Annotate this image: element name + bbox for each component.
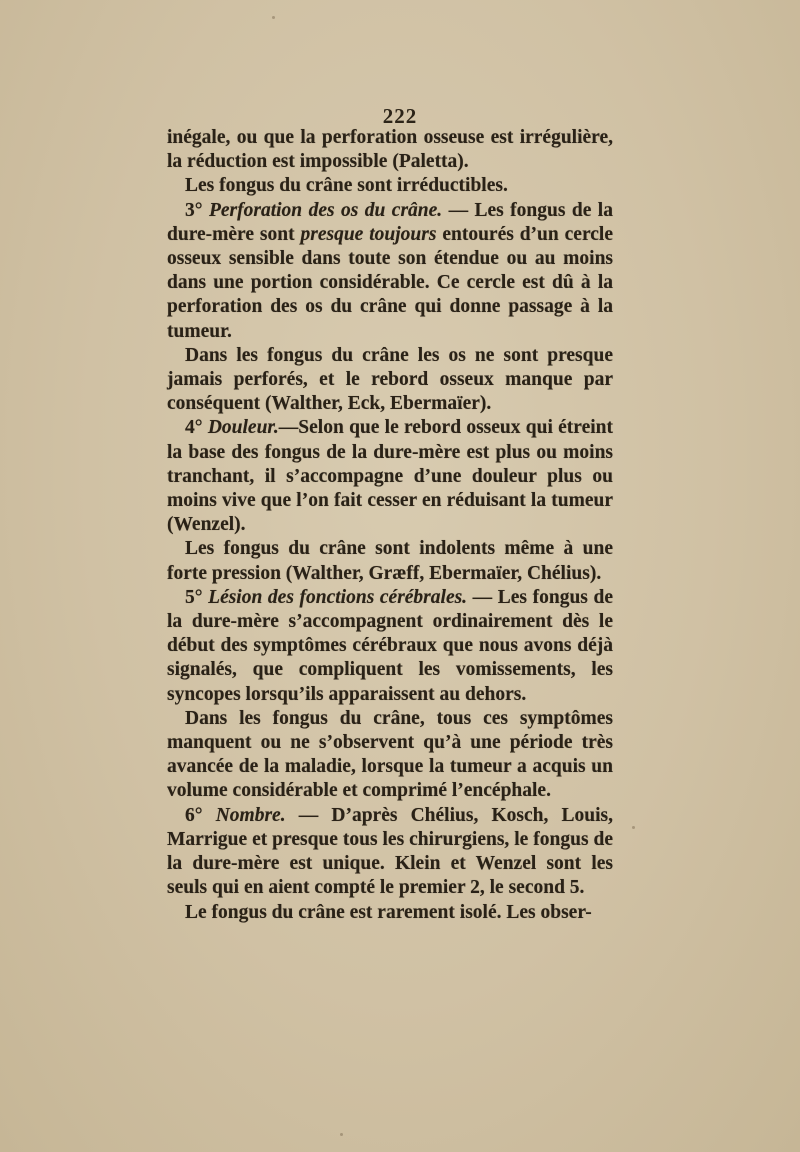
text-run: 6°: [185, 804, 216, 826]
ink-speck: [272, 16, 275, 19]
ink-speck: [632, 826, 635, 829]
page-number: 222: [382, 104, 418, 128]
paragraph: [167, 804, 613, 901]
text-run: —Selon que le rebord osseux qui étreint la base des fongus de la dure-mère est plus ou moins tranchant, il s’accompagne d’une douleur plus ou moins vive que l’on fait cesser en réduisant la tumeur (Wenzel).: [167, 417, 613, 536]
ink-speck: [340, 1133, 343, 1136]
text-run: — Les fongus de la dure-mère sont: [167, 199, 613, 245]
text-run: Dans les fongus du crâne, tous ces symptômes manquent ou ne s’observent qu’à une période très avancée de la maladie, lorsque la tumeur a acquis un volume considérable et comprimé l’encéphale.: [167, 707, 613, 802]
text-run: Le fongus du crâne est rarement isolé. Les obser-: [185, 901, 592, 923]
italic-heading: Lésion des fonctions cérébrales.: [208, 586, 468, 608]
italic-heading: presque toujours: [300, 223, 437, 245]
paragraph: [167, 174, 613, 198]
paragraph: [167, 344, 613, 417]
paragraph: [167, 199, 613, 344]
text-run: Dans les fongus du crâne les os ne sont presque jamais perforés, et le rebord osseux manque par conséquent (Walther, Eck, Ebermaïer).: [167, 344, 613, 415]
paragraph: [167, 416, 613, 537]
text-run: inégale, ou que la perforation osseuse est irrégulière, la réduction est impossible (Paletta).: [167, 127, 613, 173]
italic-heading: Nombre.: [215, 804, 286, 826]
paragraph: [167, 707, 613, 804]
paragraph: [167, 537, 613, 585]
text-run: entourés d’un cercle osseux sensible dans toute son étendue ou au moins dans une portion considérable. Ce cercle est dû à la perforation des os du crâne qui donne passage à la tumeur.: [167, 223, 613, 342]
text-run: 4°: [185, 417, 208, 439]
italic-heading: Douleur.: [207, 417, 279, 439]
text-run: — Les fongus de la dure-mère s’accompagnent ordinairement dès le début des symptômes cérébraux que nous avons déjà signalés, que compliquent les vomissements, les syncopes lorsqu’ils apparaissent au dehors.: [167, 586, 613, 705]
paragraph: [167, 901, 613, 925]
body-text: [167, 126, 613, 925]
paragraph: [167, 126, 613, 174]
italic-heading: Perforation des os du crâne.: [208, 199, 443, 221]
text-run: 3°: [185, 199, 209, 221]
text-run: 5°: [185, 586, 209, 608]
text-run: Les fongus du crâne sont irréductibles.: [185, 175, 508, 197]
text-run: Les fongus du crâne sont indolents même à une forte pression (Walther, Græff, Ebermaïer, Chélius).: [167, 538, 613, 584]
text-run: — D’après Chélius, Kosch, Louis, Marrigue et presque tous les chirurgiens, le fongus de la dure-mère est unique. Klein et Wenzel sont les seuls qui en aient compté le premier 2, le second 5.: [167, 804, 613, 899]
paragraph: [167, 586, 613, 707]
